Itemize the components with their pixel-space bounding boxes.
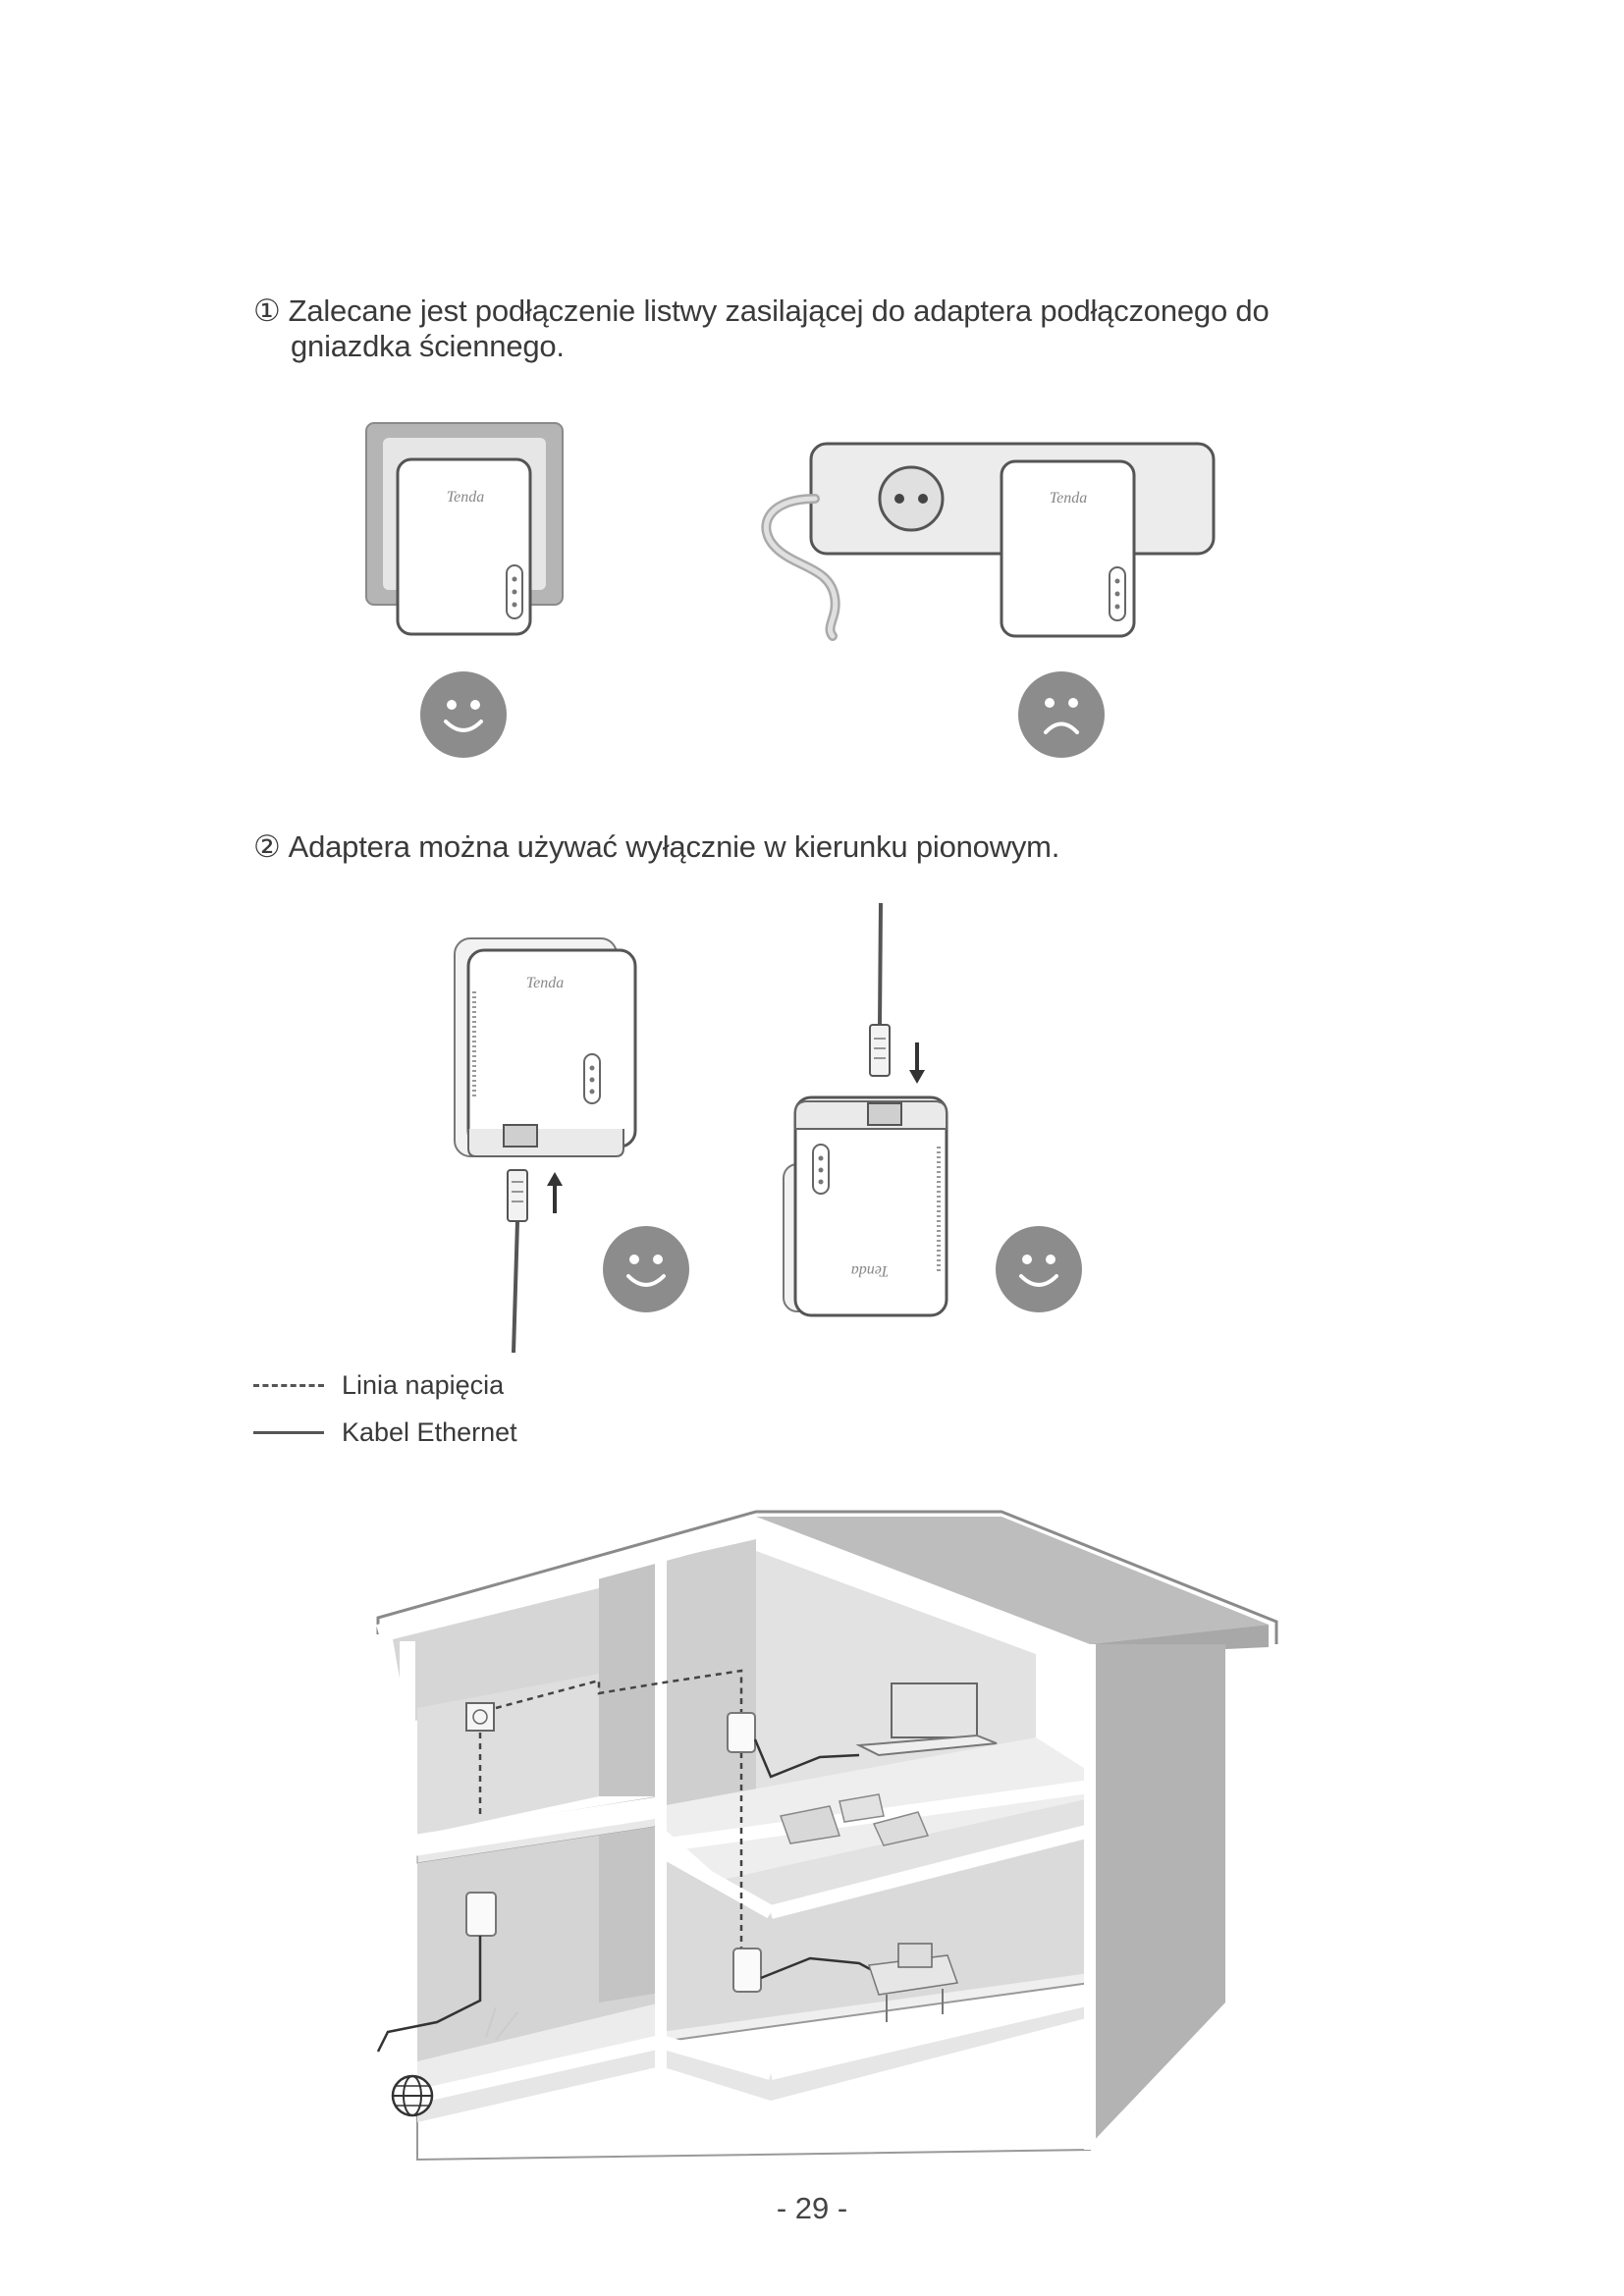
legend-power-line	[253, 1370, 504, 1401]
solid-line-swatch	[253, 1431, 324, 1434]
power-strip-illustration	[756, 440, 1218, 646]
note-1-continuation	[291, 328, 565, 364]
device-brand-label-3: Tenda	[525, 975, 565, 991]
note-1-text-continued: gniazdka ściennego.	[291, 329, 565, 363]
wall-socket-illustration	[363, 420, 569, 641]
house-illustration	[349, 1512, 1276, 2160]
legend-ethernet-label: Kabel Ethernet	[342, 1417, 517, 1447]
note-2-text: Adaptera można używać wyłącznie w kierunku pionowym.	[288, 829, 1060, 864]
happy-face-icon-2	[602, 1225, 690, 1313]
dashed-line-swatch	[253, 1384, 324, 1387]
adapter-cable-top-illustration	[774, 901, 960, 1323]
legend-power-line-label: Linia napięcia	[342, 1370, 505, 1400]
note-2	[253, 828, 1059, 865]
note-2-number: ②	[253, 829, 281, 864]
happy-face-icon	[419, 670, 508, 759]
device-brand-label: Tenda	[446, 489, 485, 506]
happy-face-icon-3	[995, 1225, 1083, 1313]
device-brand-label-4: Tenda	[850, 1262, 890, 1279]
page-number: - 29 -	[776, 2191, 848, 2225]
note-1-number: ①	[253, 294, 281, 328]
globe-icon	[393, 2076, 432, 2115]
note-1-text: Zalecane jest podłączenie listwy zasilającej do adaptera podłączonego do	[288, 294, 1270, 328]
note-1	[253, 293, 1270, 329]
legend-ethernet	[253, 1417, 517, 1448]
device-brand-label-2: Tenda	[1049, 490, 1088, 507]
sad-face-icon	[1017, 670, 1106, 759]
